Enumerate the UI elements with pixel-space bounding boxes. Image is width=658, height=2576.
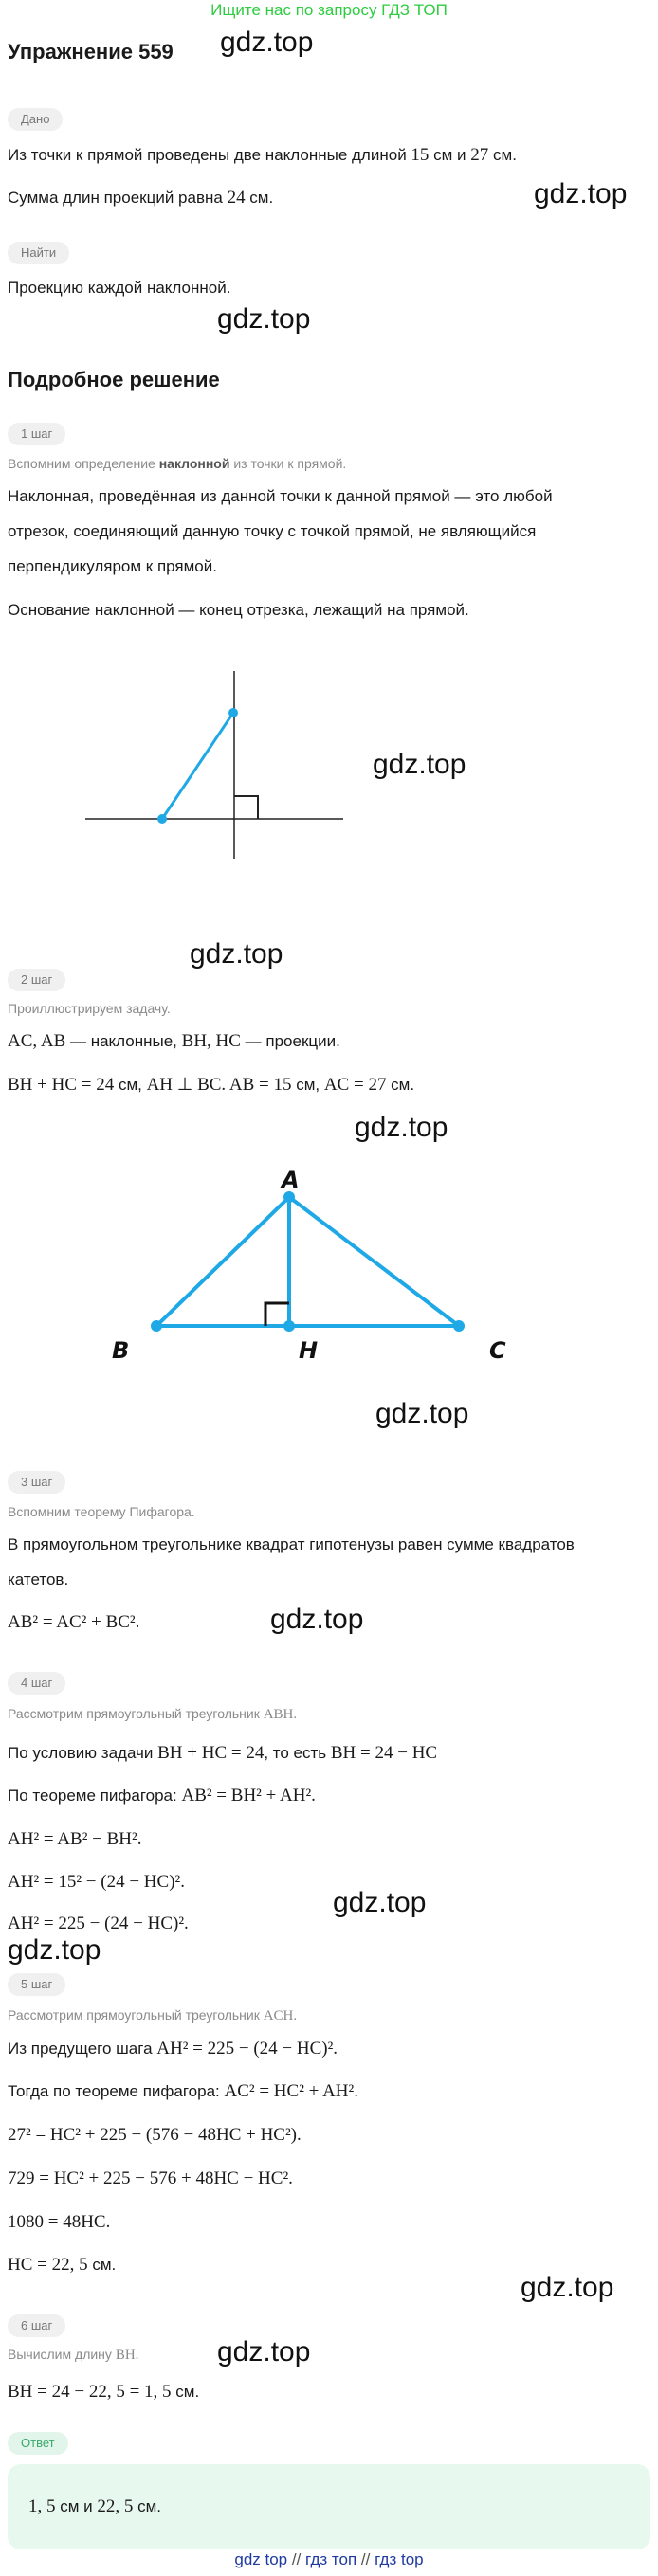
step-5-line-2: Тогда по теореме пифагора: AC² = HC² + AH². — [8, 2081, 358, 2101]
step-1-text-4: Основание наклонной — конец отрезка, лежащий на прямой. — [8, 601, 469, 619]
point-c — [453, 1320, 465, 1332]
page-title: Упражнение 559 — [8, 40, 174, 63]
watermark: gdz.top — [8, 1934, 101, 1966]
step-5-formula-3: 1080 = 48HC. — [8, 2212, 111, 2232]
step-3-badge: 3 шаг — [8, 1471, 65, 1494]
step-1-text-3: перпендикуляром к прямой. — [8, 557, 217, 575]
step-1-hint: Вспомним определение наклонной из точки к прямой. — [8, 456, 347, 471]
point — [157, 814, 167, 824]
step-4-line-1: По условию задачи BH + HC = 24, то есть BH = 24 − HC — [8, 1743, 438, 1763]
top-banner[interactable]: Ищите нас по запросу ГДЗ ТОП — [210, 1, 448, 19]
step-1-text-1: Наклонная, проведённая из данной точки к данной прямой — это любой — [8, 487, 553, 505]
step-5-formula-1: 27² = HC² + 225 − (576 − 48HC + HC²). — [8, 2125, 302, 2145]
step-3-text-2: катетов. — [8, 1570, 69, 1588]
step-3-hint: Вспомним теорему Пифагора. — [8, 1504, 195, 1519]
label-c: C — [489, 1337, 506, 1364]
footer-separator: // — [360, 2550, 371, 2568]
watermark: gdz.top — [217, 303, 311, 335]
step-4-formula-1: AH² = AB² − BH². — [8, 1829, 142, 1849]
given-line-2: Сумма длин проекций равна 24 см. — [8, 188, 274, 208]
step-5-formula-4: HC = 22, 5 см. — [8, 2255, 117, 2275]
find-badge: Найти — [8, 242, 69, 264]
given-line-1: Из точки к прямой проведены две наклонные длиной 15 см и 27 см. — [8, 145, 517, 165]
watermark: gdz.top — [217, 2336, 311, 2367]
given-badge: Дано — [8, 108, 63, 131]
footer-link[interactable]: гдз топ — [305, 2550, 357, 2568]
step-5-badge: 5 шаг — [8, 1973, 65, 1996]
step-6-badge: 6 шаг — [8, 2314, 65, 2337]
label-h: H — [299, 1337, 319, 1364]
watermark: gdz.top — [534, 178, 628, 209]
step-4-hint: Рассмотрим прямоугольный треугольник ABH. — [8, 1706, 298, 1722]
answer-badge: Ответ — [8, 2432, 68, 2455]
step-2-line-1: AC, AB — наклонные, BH, HC — проекции. — [8, 1031, 340, 1051]
watermark: gdz.top — [521, 2272, 614, 2303]
step-5-hint: Рассмотрим прямоугольный треугольник ACH. — [8, 2007, 298, 2023]
point-b — [151, 1320, 162, 1332]
footer-links — [0, 2549, 658, 2570]
step-5-formula-2: 729 = HC² + 225 − 576 + 48HC − HC². — [8, 2168, 293, 2188]
watermark: gdz.top — [373, 749, 466, 780]
label-b: B — [112, 1337, 130, 1364]
step-5-line-1: Из предущего шага AH² = 225 − (24 − HC)². — [8, 2039, 338, 2059]
step-4-formula-3: AH² = 225 − (24 − HC)². — [8, 1914, 189, 1933]
footer-link[interactable]: gdz top — [234, 2550, 288, 2568]
footer-link[interactable]: гдз top — [375, 2550, 424, 2568]
step-4-line-2: По теореме пифагора: AB² = BH² + AH². — [8, 1786, 316, 1805]
side-ab — [156, 1197, 289, 1326]
step-2-badge: 2 шаг — [8, 969, 65, 991]
step-1-badge: 1 шаг — [8, 423, 65, 445]
step-3-formula: AB² = AC² + BC². — [8, 1612, 140, 1632]
watermark: gdz.top — [220, 27, 314, 58]
step-2-hint: Проиллюстрируем задачу. — [8, 1001, 171, 1016]
watermark: gdz.top — [375, 1398, 469, 1429]
step-4-formula-2: AH² = 15² − (24 − HC)². — [8, 1872, 185, 1892]
answer-text: 1, 5 см и 22, 5 см. — [28, 2496, 161, 2516]
solution-title: Подробное решение — [8, 368, 220, 391]
label-a: A — [282, 1167, 300, 1193]
watermark: gdz.top — [190, 938, 283, 970]
step-2-line-2: BH + HC = 24 см, AH ⊥ BC. AB = 15 см, AC = 27 см. — [8, 1075, 415, 1095]
find-text: Проекцию каждой наклонной. — [8, 279, 231, 297]
step-4-badge: 4 шаг — [8, 1672, 65, 1695]
point-h — [283, 1320, 295, 1332]
watermark: gdz.top — [355, 1112, 448, 1143]
watermark: gdz.top — [333, 1887, 427, 1918]
step-1-text-2: отрезок, соединяющий данную точку с точкой прямой, не являющийся — [8, 522, 537, 540]
triangle-diagram — [0, 1152, 658, 1379]
step-6-formula: BH = 24 − 22, 5 = 1, 5 см. — [8, 2382, 200, 2402]
watermark: gdz.top — [270, 1604, 364, 1635]
point — [228, 708, 238, 717]
side-ac — [289, 1197, 459, 1326]
slant-diagram — [0, 654, 658, 881]
step-3-text-1: В прямоугольном треугольнике квадрат гипотенузы равен сумме квадратов — [8, 1535, 575, 1553]
slant-segment — [162, 713, 233, 819]
right-angle-mark — [234, 796, 258, 819]
footer-separator: // — [291, 2550, 302, 2568]
step-6-hint: Вычислим длину BH. — [8, 2347, 139, 2363]
